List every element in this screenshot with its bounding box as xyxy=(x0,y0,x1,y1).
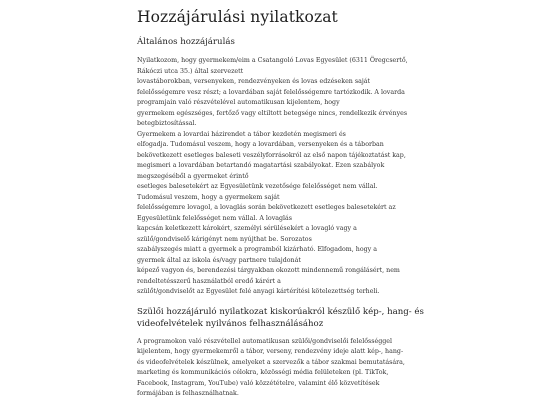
heading-line: Szülői hozzájáruló nyilatkozat kiskorúakról készülő kép-, hang- és xyxy=(137,306,424,317)
text-line: bekövetkezett esetleges baleseti veszélyforrásokról az első napon tájékoztatást kap, xyxy=(137,151,406,159)
text-line: és videofelvételek készülnek, amelyeket a szervezők a tábor szakmai bemutatására, xyxy=(137,358,405,366)
text-line: Nyilatkozom, hogy gyermekem/eim a Csatangoló Lovas Egyesület (6311 Öregcsertő, xyxy=(137,57,408,64)
text-line: szülő/gondviselő kárigényt nem nyújthat be. Sorozatos xyxy=(137,235,312,243)
section-heading-media-consent xyxy=(137,306,424,330)
text-line: gyermek által az iskola és/vagy partnere tulajdonát xyxy=(137,256,301,264)
text-line: esetleges balesetekért az Egyesületünk vezetősége felelősséget nem vállal. xyxy=(137,183,378,190)
text-line: betegbiztosítással. xyxy=(137,120,197,127)
text-line: elfogadja. Tudomásul veszem, hogy a lovardában, versenyeken és a táborban xyxy=(137,141,384,148)
section-heading-general-consent: Általános hozzájárulás xyxy=(137,37,235,47)
text-line: Gyermekem a lovardai házirendet a tábor kezdetén megismeri és xyxy=(137,130,346,138)
text-line: lovastáborokban, versenyeken, rendezvényeken és lovas edzéseken saját xyxy=(137,78,371,85)
general-consent-text xyxy=(137,56,408,298)
page-title: Hozzájárulási nyilatkozat xyxy=(137,8,338,26)
text-line: formájában is felhasználhatnak. xyxy=(137,390,239,397)
text-line: rendeltetésszerű használatból eredő kárért a xyxy=(137,277,281,285)
text-line: képező vagyon és, berendezési tárgyakban okozott mindennemű rongálásért, nem xyxy=(137,267,400,274)
text-line: kijelentem, hogy gyermekemről a tábor, verseny, rendezvény ideje alatt kép-, hang- xyxy=(137,348,404,355)
document-content xyxy=(137,0,424,400)
text-line: Tudomásul veszem, hogy a gyermekem saját xyxy=(137,193,280,201)
text-line: felelősségemre vesz részt; a lovardában saját felelősségemre tartózkodik. A lovarda xyxy=(137,88,405,96)
text-line: A programokon való részvétellel automatikusan szülői/gondviselői felelősséggel xyxy=(137,337,393,345)
text-line: Egyesületünk felelősséget nem vállal. A lovaglás xyxy=(137,214,293,222)
text-line: Facebook, Instagram, YouTube) való közzétételre, valamint élő közvetítések xyxy=(137,379,380,387)
text-line: programjain való részvételével automatikusan kijelentem, hogy xyxy=(137,99,340,106)
text-line: megismeri a lovardában betartandó magatartási szabályokat. Ezen szabályok xyxy=(137,162,385,169)
heading-line: videofelvételek nyilvános felhasználásához xyxy=(137,318,324,329)
text-line: gyermekem egészséges, fertőző vagy eltiltott betegsége nincs, rendelkezik érvényes xyxy=(137,109,408,117)
text-line: megszegéséből a gyermeket érintő xyxy=(137,172,249,180)
media-consent-text xyxy=(137,337,405,400)
text-line: Rákóczi utca 35.) által szervezett xyxy=(137,67,244,75)
text-line: szabályszegés miatt a gyermek a programból kizárható. Elfogadom, hogy a xyxy=(137,246,377,253)
text-line: marketing és kommunikációs célokra, közösségi média felületeken (pl. TikTok, xyxy=(137,369,389,376)
text-line: szülőt/gondviselőt az Egyesület felé anyagi kártérítési kötelezettség terheli. xyxy=(137,288,380,295)
text-line: kapcsán keletkezett károkért, személyi sérülésekért a lovagló vagy a xyxy=(137,225,357,232)
text-line: felelősségemre lovagol, a lovaglás során bekövetkezett esetleges balesetekért az xyxy=(137,204,396,211)
